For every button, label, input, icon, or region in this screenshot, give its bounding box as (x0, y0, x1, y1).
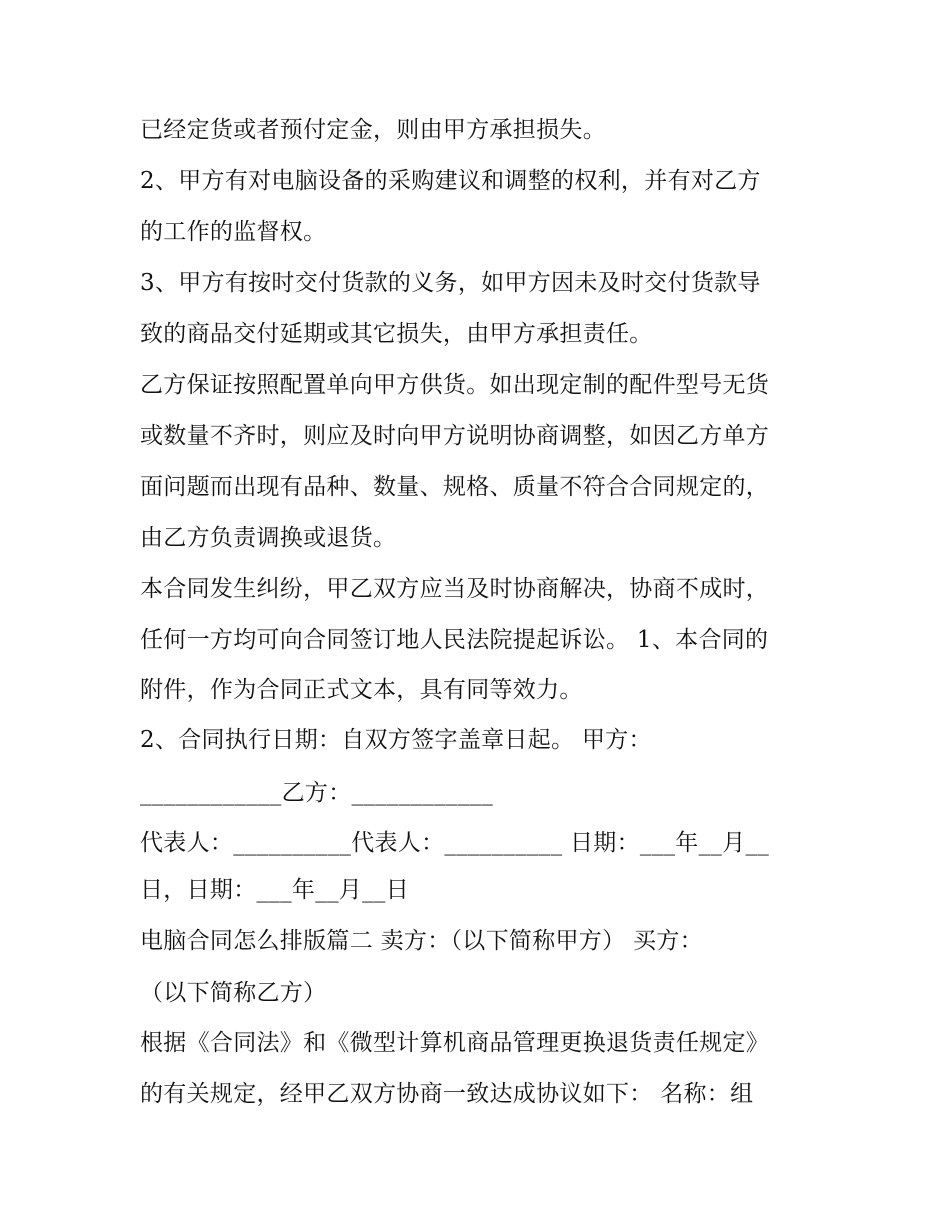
date-line: 日，日期：___年__月__日 (140, 877, 409, 903)
text-line: （以下简称乙方） (140, 980, 327, 1006)
text-line: 附件，作为合同正式文本，具有同等效力。 (140, 677, 583, 703)
text-line: 致的商品交付延期或其它损失，由甲方承担责任。 (140, 321, 653, 347)
section-heading: 电脑合同怎么排版篇二 卖方：（以下简称甲方） 买方： (140, 928, 703, 954)
text-line: 面问题而出现有品种、数量、规格、质量不符合合同规定的， (140, 474, 770, 500)
text-line: 或数量不齐时，则应及时向甲方说明协商调整，如因乙方单方 (140, 423, 770, 449)
text-line: 2、甲方有对电脑设备的采购建议和调整的权利，并有对乙方 (140, 168, 761, 194)
text-line: 由乙方负责调换或退货。 (140, 525, 397, 551)
text-line: 3、甲方有按时交付货款的义务，如甲方因未及时交付货款导 (140, 270, 761, 296)
text-line: 本合同发生纠纷，甲乙双方应当及时协商解决，协商不成时， (140, 576, 770, 602)
text-line: 任何一方均可向合同签订地人民法院提起诉讼。 1、本合同的 (140, 627, 769, 653)
text-line: 根据《合同法》和《微型计算机商品管理更换退货责任规定》 (140, 1030, 770, 1056)
signature-line: ____________乙方：____________ (140, 780, 494, 806)
text-line: 已经定货或者预付定金，则由甲方承担损失。 (140, 117, 606, 143)
representative-line: 代表人：__________代表人：__________ 日期：___年__月__ (140, 830, 770, 856)
text-line: 的有关规定，经甲乙双方协商一致达成协议如下： 名称：组 (140, 1081, 754, 1107)
text-line: 的工作的监督权。 (140, 219, 327, 245)
text-line: 乙方保证按照配置单向甲方供货。如出现定制的配件型号无货 (140, 372, 770, 398)
text-line: 2、合同执行日期：自双方签字盖章日起。 甲方： (140, 727, 652, 753)
